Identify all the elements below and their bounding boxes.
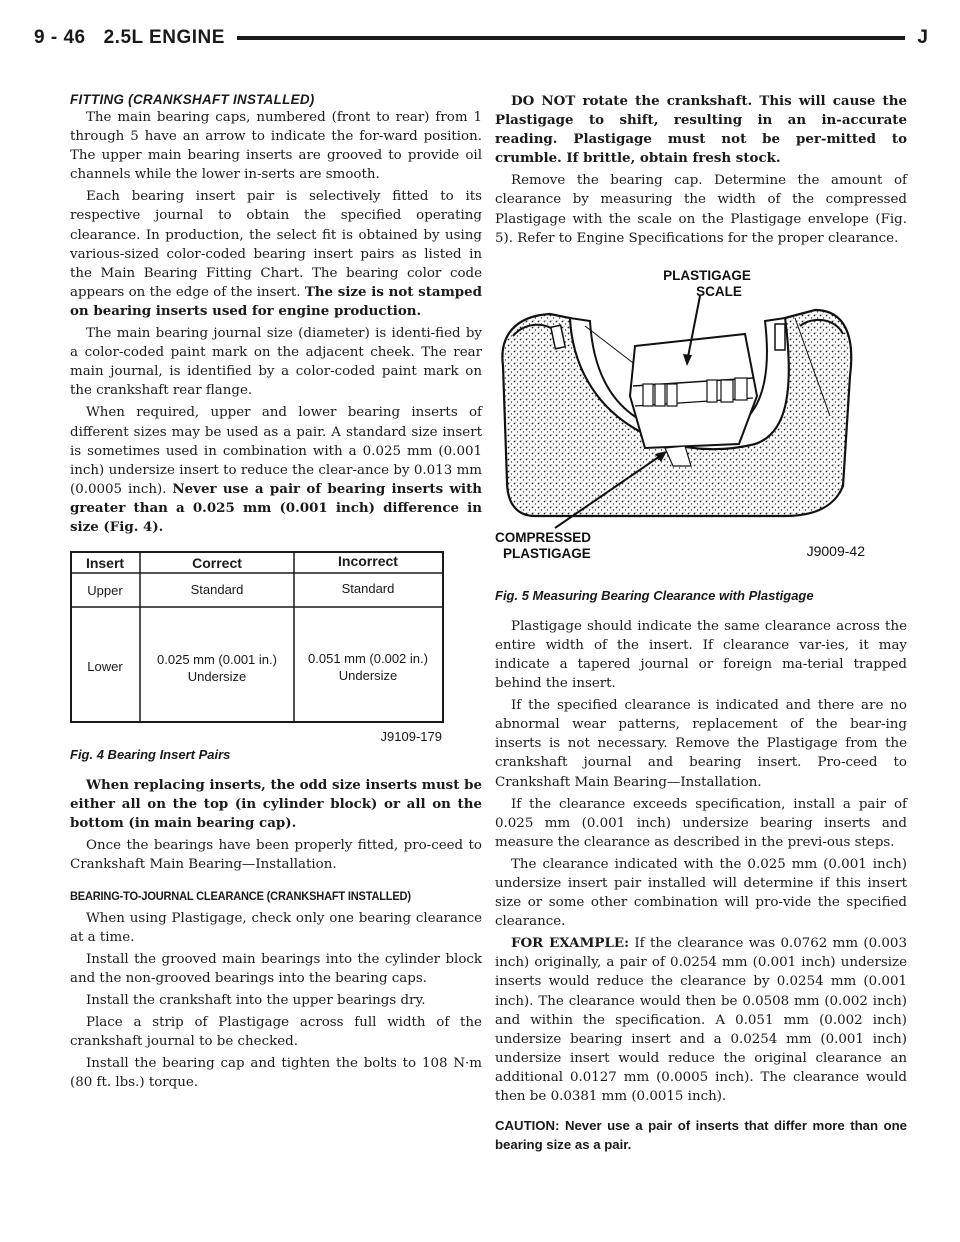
fig4-caption: Fig. 4 Bearing Insert Pairs [70, 747, 231, 763]
table-cell-lower-incorrect-size: 0.051 mm (0.002 in.) [308, 651, 428, 667]
section-title: 2.5L ENGINE [103, 27, 225, 48]
plastigage-illustration [495, 266, 907, 586]
paragraph: Install the crankshaft into the upper bearings dry. [86, 992, 426, 1008]
heading-fitting: FITTING (CRANKSHAFT INSTALLED) [70, 92, 315, 107]
paragraph: FOR EXAMPLE: If the clearance was 0.0762 mm (0.003 inch) originally, a pair of 0.0254 mm (0.001 inch) undersize inserts would reduce the clearance by 0.0254 mm (0.001 inch). The clearance would then be 0.0508 mm (0.002 inch) and within the specification. A 0.051 mm (0.002 inch) undersize bearing insert and a 0.0254 mm (0.001 inch) undersize insert would reduce the original clearance an additional 0.0127 mm (0.0005 inch). The clearance would then be 0.0381 mm (0.0015 inch). [495, 935, 907, 1104]
table-header-incorrect: Incorrect [338, 553, 398, 570]
table-header-insert: Insert [85, 555, 125, 572]
paragraph: Install the grooved main bearings into the cylinder block and the non-grooved bearings into the bearing caps. [70, 951, 482, 986]
paragraph: If the specified clearance is indicated and there are no abnormal wear patterns, replacement of the bear-ing inserts is not necessary. Remove the Plastigage from the crankshaft journal and bearing insert. Pro-ceed to Crankshaft Main Bearing—Installation. [495, 698, 907, 790]
label-compressed-1: COMPRESSED [495, 529, 592, 545]
table-cell-upper-correct: Standard [190, 582, 244, 598]
label-compressed-2: PLASTIGAGE [503, 545, 591, 561]
left-column [70, 92, 482, 1095]
bold-warning: DO NOT rotate the crankshaft. This will cause the Plastigage to shift, resulting in an in-accurate reading. Plastigage must not be per-mitted to crumble. If brittle, obtain fresh stock. [495, 93, 907, 167]
caution-note: CAUTION: Never use a pair of inserts that differ more than one bearing size as a pair. [495, 1118, 907, 1153]
table-cell-lower: Lower [87, 659, 123, 675]
paragraph: The main bearing caps, numbered (front to rear) from 1 through 5 have an arrow to indicate the for-ward position. The upper main bearing inserts are grooved to provide oil channels while the lower in-serts are smooth. [70, 110, 482, 183]
bold-warning: Never use a pair of bearing inserts with greater than a 0.025 mm (0.001 inch) difference in size (Fig. 4). [70, 480, 482, 535]
paragraph: Each bearing insert pair is selectively fitted to its respective journal to obtain the specified operating clearance. In production, the select fit is obtained by using various-sized color-coded bearing insert pairs as listed in the Main Bearing Fitting Chart. The bearing color code appears on the edge of the insert. The size is not stamped on bearing inserts used for engine production. [70, 189, 482, 319]
example-lead: FOR EXAMPLE: [511, 935, 630, 952]
table-header-correct: Correct [192, 555, 242, 572]
label-plastigage-scale-1: PLASTIGAGE [663, 267, 751, 283]
table-cell-upper: Upper [87, 583, 123, 599]
page-number: 9 - 46 [34, 27, 86, 48]
header-letter: J [917, 27, 928, 48]
right-column [495, 92, 907, 1154]
figure-code: J9109-179 [380, 729, 442, 745]
paragraph: Place a strip of Plastigage across full width of the crankshaft journal to be checked. [70, 1015, 482, 1050]
table-cell-lower-correct-undersize: Undersize [187, 669, 247, 685]
fig5-caption: Fig. 5 Measuring Bearing Clearance with Plastigage [495, 587, 814, 603]
bearing-insert-table-figure [70, 549, 482, 745]
label-plastigage-scale-2: SCALE [696, 283, 742, 299]
paragraph: Once the bearings have been properly fitted, pro-ceed to Crankshaft Main Bearing—Installation. [70, 838, 482, 873]
table-cell-lower-incorrect-undersize: Undersize [338, 668, 398, 684]
bold-note: The size is not stamped on bearing inserts used for engine production. [70, 283, 482, 319]
paragraph: When using Plastigage, check only one bearing clearance at a time. [70, 910, 482, 945]
table-cell-lower-correct-size: 0.025 mm (0.001 in.) [157, 652, 277, 668]
bold-paragraph: When replacing inserts, the odd size inserts must be either all on the top (in cylinder block) or all on the bottom (in main bearing cap). [70, 777, 482, 832]
paragraph: If the clearance exceeds specification, install a pair of 0.025 mm (0.001 inch) undersize bearing inserts and measure the clearance as described in the previ-ous steps. [495, 796, 907, 850]
paragraph: Plastigage should indicate the same clearance across the entire width of the insert. If clearance var-ies, it may indicate a tapered journal or foreign ma-terial trapped behind the insert. [495, 618, 907, 692]
paragraph: When required, upper and lower bearing inserts of different sizes may be used as a pair. A standard size insert is sometimes used in combination with a 0.025 mm (0.001 inch) undersize insert to reduce the clear-ance by 0.013 mm (0.0005 inch). Never use a pair of bearing inserts with greater than a 0.025 mm (0.001 inch) difference in size (Fig. 4). [70, 405, 482, 535]
paragraph: Install the bearing cap and tighten the bolts to 108 N·m (80 ft. lbs.) torque. [70, 1056, 482, 1091]
figure-code: J9009-42 [806, 542, 865, 559]
bearing-insert-table [70, 549, 482, 745]
table-cell-upper-incorrect: Standard [341, 581, 395, 597]
paragraph: The clearance indicated with the 0.025 mm (0.001 inch) undersize insert pair installed will determine if this insert size or some other combination will pro-vide the specified clearance. [495, 856, 907, 930]
plastigage-figure [495, 266, 907, 586]
heading-clearance: BEARING-TO-JOURNAL CLEARANCE (CRANKSHAFT INSTALLED) [70, 888, 411, 903]
paragraph: Remove the bearing cap. Determine the amount of clearance by measuring the width of the compressed Plastigage with the scale on the Plastigage envelope (Fig. 5). Refer to Engine Specifications for the proper clearance. [495, 173, 907, 246]
paragraph: The main bearing journal size (diameter) is identi-fied by a color-coded paint mark on the adjacent cheek. The rear main journal, is identified by a color-coded paint mark on the crankshaft rear flange. [70, 326, 482, 399]
page-header [34, 20, 928, 56]
header-rule [237, 36, 906, 40]
